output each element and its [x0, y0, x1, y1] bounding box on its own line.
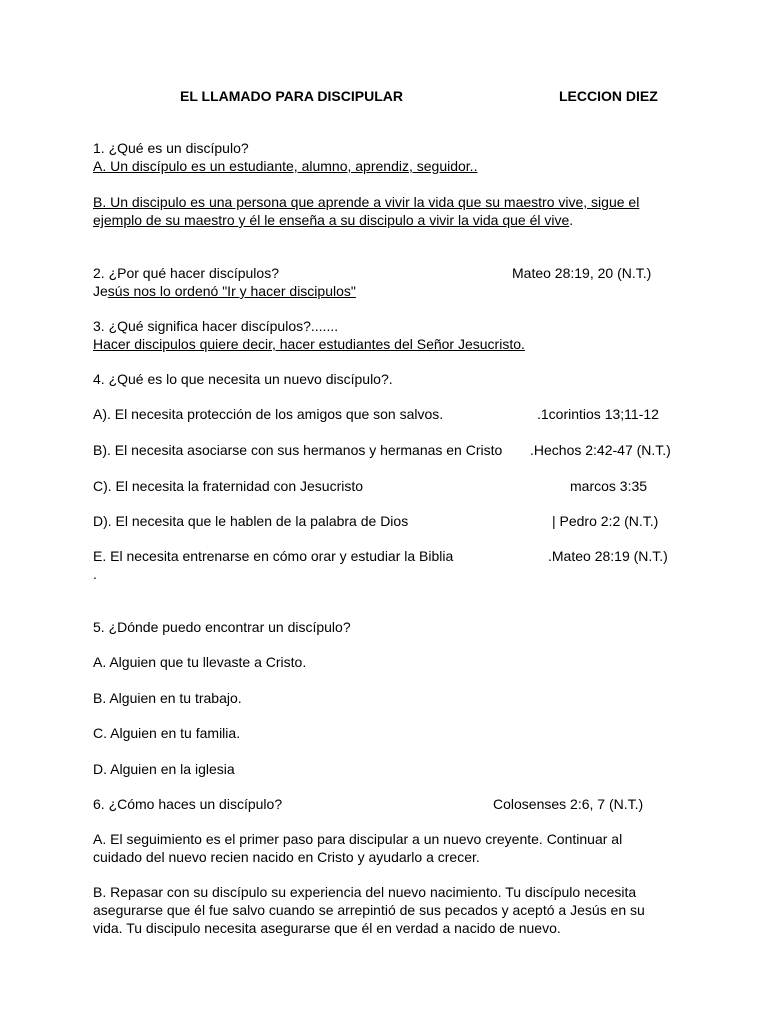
where-item-c: C. Alguien en tu familia. — [93, 725, 241, 741]
need-reference-a: .1corintios 13;11-12 — [537, 406, 659, 422]
need-item-b: B). El necesita asociarse con sus hermanos y hermanas en Cristo — [93, 442, 503, 458]
question-4: 4. ¿Qué es lo que necesita un nuevo discípulo?. — [93, 371, 393, 387]
where-item-d: D. Alguien en la iglesia — [93, 761, 235, 777]
answer-6a-line2: cuidado del nuevo recien nacido en Cristo y ayudarlo a crecer. — [93, 849, 480, 865]
need-reference-d: | Pedro 2:2 (N.T.) — [552, 513, 659, 529]
answer-6b-line1: B. Repasar con su discípulo su experiencia del nuevo nacimiento. Tu discípulo necesita — [93, 884, 637, 900]
reference-6: Colosenses 2:6, 7 (N.T.) — [493, 796, 644, 812]
need-reference-c: marcos 3:35 — [570, 478, 648, 494]
need-reference-b: .Hechos 2:42-47 (N.T.) — [530, 442, 671, 458]
answer-3: Hacer discipulos quiere decir, hacer estudiantes del Señor Jesucristo. — [93, 336, 525, 352]
answer-1b-end: . — [569, 212, 574, 228]
answer-2-wrap — [93, 282, 356, 300]
question-5: 5. ¿Dónde puedo encontrar un discípulo? — [93, 619, 351, 635]
question-1: 1. ¿Qué es un discípulo? — [93, 140, 249, 156]
answer-6b-line2: asegurarse que él fue salvo cuando se arrepintió de sus pecados y aceptó a Jesús en su — [93, 902, 645, 918]
answer-1b-line1: B. Un discipulo es una persona que aprende a vivir la vida que su maestro vive, sigue el — [93, 194, 640, 210]
question-6: 6. ¿Cómo haces un discípulo? — [93, 796, 283, 812]
answer-1b-line2: ejemplo de su maestro y él le enseña a su discipulo a vivir la vida que él vive — [93, 212, 570, 228]
document-title: EL LLAMADO PARA DISCIPULAR — [180, 88, 403, 104]
need-item-d: D). El necesita que le hablen de la palabra de Dios — [93, 513, 409, 529]
where-item-b: B. Alguien en tu trabajo. — [93, 690, 242, 706]
need-reference-e: .Mateo 28:19 (N.T.) — [548, 548, 668, 564]
lesson-label: LECCION DIEZ — [559, 88, 658, 104]
need-item-e: E. El necesita entrenarse en cómo orar y estudiar la Biblia — [93, 548, 454, 564]
where-item-a: A. Alguien que tu llevaste a Cristo. — [93, 654, 307, 670]
reference-2: Mateo 28:19, 20 (N.T.) — [512, 265, 652, 281]
trailing-dot: . — [93, 566, 97, 582]
answer-6a-line1: A. El seguimiento es el primer paso para discipular a un nuevo creyente. Continuar al — [93, 831, 623, 847]
question-3: 3. ¿Qué significa hacer discípulos?....... — [93, 318, 339, 334]
question-2: 2. ¿Por qué hacer discípulos? — [93, 265, 279, 281]
answer-1b-line2-wrap — [93, 211, 573, 229]
answer-2-start: Je — [93, 283, 108, 299]
answer-2: sús nos lo ordenó "Ir y hacer discipulos" — [107, 283, 356, 299]
answer-1a: A. Un discípulo es un estudiante, alumno, aprendiz, seguidor.. — [93, 158, 478, 174]
need-item-a: A). El necesita protección de los amigos que son salvos. — [93, 406, 444, 422]
answer-6b-line3: vida. Tu discipulo necesita asegurarse que él en verdad a nacido de nuevo. — [93, 920, 561, 936]
need-item-c: C). El necesita la fraternidad con Jesucristo — [93, 478, 364, 494]
